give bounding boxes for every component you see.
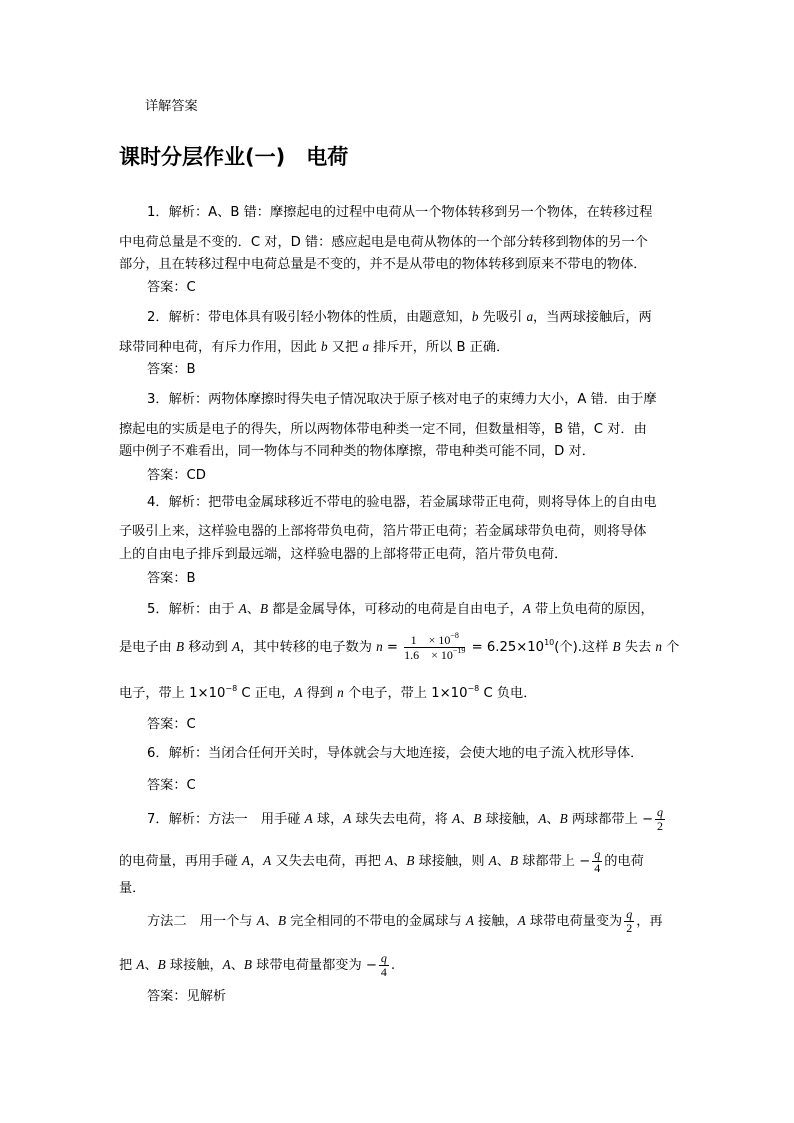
q3-line-1: 3．解析：两物体摩擦时得失电子情况取决于原子核对电子的束缚力大小，A 错．由于摩 (147, 392, 657, 407)
fraction-q-over-2: $\frac{q}{2}$ (657, 804, 664, 833)
q3-line-3: 题中例子不难看出，同一物体与不同种类的物体摩擦，带电种类可能不同，D 对． (119, 444, 595, 459)
q3-line-2: 擦起电的实质是电子的得失，所以两物体带电种类一定不同，但数量相等，B 错，C 对．由 (119, 422, 647, 437)
q7-answer: 答案：见解析 (147, 989, 227, 1004)
fraction-q-over-4: $\frac{q}{4}$ (594, 846, 601, 875)
q3-answer: 答案：CD (147, 468, 206, 483)
q4-line-2: 子吸引上来，这样验电器的上部将带负电荷，箔片带正电荷；若金属球带负电荷，则将导体 (119, 524, 647, 539)
q7-method2-line-1: 方法二 用一个与 A、B 完全相同的不带电的金属球与 A 接触，A 球带电荷量变为 $\frac{q}{2}$ ，再 (147, 906, 663, 935)
q5-line-2: 是电子由 B 移动到 A，其中转移的电子数为 n = $\frac{1 \times 10^{-8}}{1.6 \times 10^{-19}}$ = $6.25\times 10^{10}$(个).这样 B 失去 n 个 (119, 630, 680, 662)
q7-line-1: 7．解析：方法一 用手碰 A 球，A 球失去电荷，将 A、B 球接触，A、B 两球都带上 − $\frac{q}{2}$ (147, 804, 664, 833)
q4-answer: 答案：B (147, 571, 196, 586)
q4-line-3: 上的自由电子排斥到最远端，这样验电器的上部将带正电荷，箔片带负电荷． (119, 547, 568, 562)
fraction-q-over-2b: $\frac{q}{2}$ (626, 906, 633, 935)
page-title: 课时分层作业(一) 电荷 (119, 145, 349, 169)
fraction-q-over-4b: $\frac{q}{4}$ (380, 950, 387, 979)
q4-line-1: 4．解析：把带电金属球移近不带电的验电器，若金属球带正电荷，则将导体上的自由电 (147, 495, 657, 510)
q5-line-3: 电子，带上 $1\times 10^{-8}$ C 正电，A 得到 n 个电子，带上 $1\times 10^{-8}$ C 负电． (119, 684, 537, 701)
q7-method2-line-2: 把 A、B 球接触，A、B 球带电荷量都变为 − $\frac{q}{4}$ . (119, 950, 396, 979)
q5-answer: 答案：C (147, 717, 196, 732)
q6-answer: 答案：C (147, 778, 196, 793)
q6-line-1: 6．解析：当闭合任何开关时，导体就会与大地连接，会使大地的电子流入枕形导体． (147, 746, 644, 761)
q1-line-1: 1．解析：A、B 错：摩擦起电的过程中电荷从一个物体转移到另一个物体，在转移过程 (147, 205, 653, 220)
q1-answer: 答案：C (147, 280, 196, 295)
q2-line-2: 球带同种电荷，有斥力作用，因此 b 又把 a 排斥开，所以 B 正确． (119, 339, 510, 355)
header-label: 详解答案 (145, 99, 198, 114)
q1-line-3: 部分，且在转移过程中电荷总量是不变的，并不是从带电的物体转移到原来不带电的物体． (119, 257, 647, 272)
q2-line-1: 2．解析：带电体具有吸引轻小物体的性质，由题意知，b 先吸引 a，当两球接触后，两 (147, 309, 652, 325)
q1-line-2: 中电荷总量是不变的．C 对，D 错：感应起电是电荷从物体的一个部分转移到物体的另一个 (119, 235, 648, 250)
q5-line-1: 5．解析：由于 A、B 都是金属导体，可移动的电荷是自由电子，A 带上负电荷的原因， (147, 601, 654, 617)
electron-count-fraction: $\frac{1 \times 10^{-8}}{1.6 \times 10^{-19}}$ (404, 630, 466, 662)
q7-line-3: 量． (119, 881, 146, 896)
q2-answer: 答案：B (147, 362, 196, 377)
q7-line-2: 的电荷量，再用手碰 A，A 又失去电荷，再把 A、B 球接触，则 A、B 球都带上 − $\frac{q}{4}$ 的电荷 (119, 846, 644, 875)
